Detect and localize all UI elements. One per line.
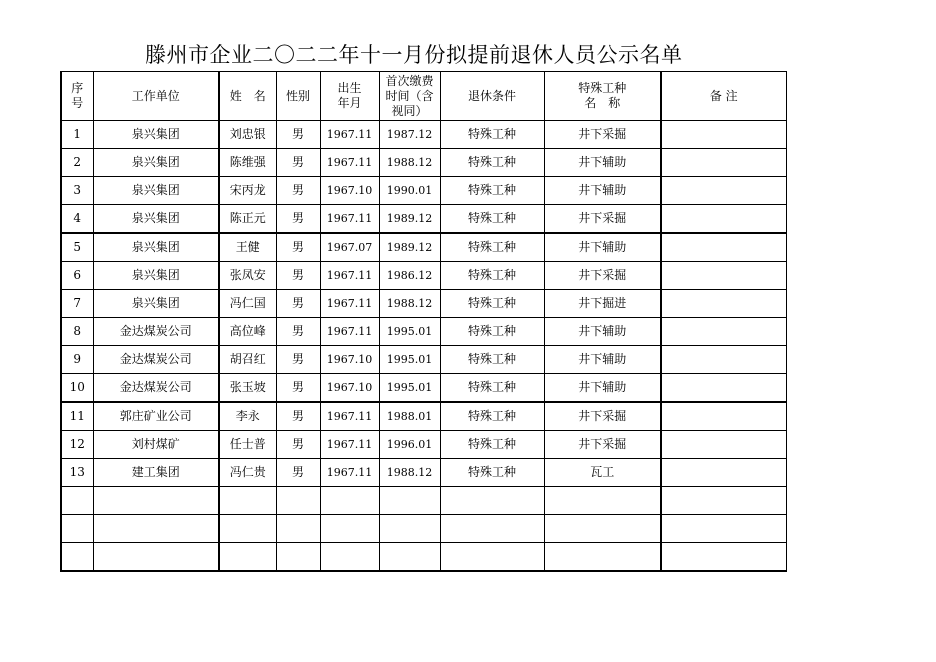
cell-job-type: 井下掘进 [544, 290, 661, 318]
cell-condition: 特殊工种 [440, 149, 544, 177]
cell-job-type: 瓦工 [544, 459, 661, 487]
cell-condition: 特殊工种 [440, 121, 544, 149]
cell-gender: 男 [276, 318, 320, 346]
cell-note [661, 402, 786, 431]
cell-job-type: 井下辅助 [544, 374, 661, 403]
cell-seq [61, 515, 93, 543]
cell-job-type [544, 487, 661, 515]
cell-first-pay: 1996.01 [379, 431, 440, 459]
header-unit: 工作单位 [93, 72, 219, 121]
cell-gender: 男 [276, 233, 320, 262]
cell-note [661, 459, 786, 487]
cell-job-type: 井下辅助 [544, 177, 661, 205]
cell-gender: 男 [276, 149, 320, 177]
cell-first-pay: 1988.12 [379, 290, 440, 318]
cell-gender [276, 543, 320, 572]
cell-unit: 泉兴集团 [93, 149, 219, 177]
cell-job-type: 井下采掘 [544, 205, 661, 234]
cell-birth: 1967.11 [320, 402, 379, 431]
cell-seq: 1 [61, 121, 93, 149]
cell-job-type [544, 543, 661, 572]
cell-birth [320, 543, 379, 572]
cell-note [661, 262, 786, 290]
cell-condition: 特殊工种 [440, 402, 544, 431]
page-title: 滕州市企业二〇二二年十一月份拟提前退休人员公示名单 [145, 43, 683, 67]
cell-seq: 8 [61, 318, 93, 346]
cell-gender [276, 487, 320, 515]
cell-birth: 1967.11 [320, 149, 379, 177]
cell-unit: 郭庄矿业公司 [93, 402, 219, 431]
cell-note [661, 318, 786, 346]
cell-gender: 男 [276, 346, 320, 374]
cell-first-pay: 1989.12 [379, 233, 440, 262]
cell-seq: 6 [61, 262, 93, 290]
cell-name: 张玉坡 [219, 374, 276, 403]
cell-name [219, 487, 276, 515]
cell-condition [440, 487, 544, 515]
cell-birth: 1967.11 [320, 290, 379, 318]
cell-condition: 特殊工种 [440, 290, 544, 318]
cell-birth: 1967.11 [320, 205, 379, 234]
cell-note [661, 177, 786, 205]
cell-note [661, 121, 786, 149]
cell-name [219, 515, 276, 543]
cell-seq: 4 [61, 205, 93, 234]
cell-unit [93, 515, 219, 543]
cell-name: 李永 [219, 402, 276, 431]
header-note: 备 注 [661, 72, 786, 121]
cell-seq: 5 [61, 233, 93, 262]
cell-name: 刘忠银 [219, 121, 276, 149]
cell-first-pay: 1989.12 [379, 205, 440, 234]
cell-condition: 特殊工种 [440, 431, 544, 459]
cell-condition [440, 515, 544, 543]
table-row [61, 262, 786, 290]
cell-unit: 金达煤炭公司 [93, 374, 219, 403]
cell-note [661, 149, 786, 177]
cell-birth: 1967.11 [320, 431, 379, 459]
cell-gender: 男 [276, 374, 320, 403]
cell-first-pay [379, 543, 440, 572]
cell-unit [93, 487, 219, 515]
cell-seq: 12 [61, 431, 93, 459]
cell-unit [93, 543, 219, 572]
table-row [61, 459, 786, 487]
cell-unit: 金达煤炭公司 [93, 318, 219, 346]
cell-name: 陈正元 [219, 205, 276, 234]
cell-birth [320, 487, 379, 515]
header-row [61, 72, 786, 121]
cell-seq: 2 [61, 149, 93, 177]
cell-unit: 刘村煤矿 [93, 431, 219, 459]
table-row [61, 346, 786, 374]
cell-first-pay [379, 487, 440, 515]
cell-gender: 男 [276, 290, 320, 318]
cell-first-pay: 1988.12 [379, 149, 440, 177]
cell-first-pay [379, 515, 440, 543]
cell-condition: 特殊工种 [440, 374, 544, 403]
cell-birth: 1967.10 [320, 177, 379, 205]
cell-seq: 3 [61, 177, 93, 205]
cell-condition: 特殊工种 [440, 177, 544, 205]
cell-condition: 特殊工种 [440, 318, 544, 346]
cell-unit: 建工集团 [93, 459, 219, 487]
cell-job-type: 井下辅助 [544, 346, 661, 374]
cell-name: 冯仁贵 [219, 459, 276, 487]
table-row [61, 233, 786, 262]
table-row [61, 402, 786, 431]
cell-name: 张凤安 [219, 262, 276, 290]
cell-birth: 1967.11 [320, 262, 379, 290]
header-first-pay: 首次缴费时间（含视同） [379, 72, 440, 121]
cell-gender: 男 [276, 262, 320, 290]
header-job-type: 特殊工种名 称 [544, 72, 661, 121]
cell-note [661, 487, 786, 515]
cell-first-pay: 1986.12 [379, 262, 440, 290]
table-row [61, 177, 786, 205]
cell-condition: 特殊工种 [440, 205, 544, 234]
cell-gender: 男 [276, 177, 320, 205]
cell-unit: 泉兴集团 [93, 205, 219, 234]
table-row [61, 487, 786, 515]
cell-seq: 9 [61, 346, 93, 374]
cell-seq [61, 543, 93, 572]
cell-name: 胡召红 [219, 346, 276, 374]
cell-seq: 13 [61, 459, 93, 487]
cell-job-type: 井下采掘 [544, 262, 661, 290]
cell-job-type: 井下辅助 [544, 318, 661, 346]
cell-job-type: 井下采掘 [544, 431, 661, 459]
table-row [61, 290, 786, 318]
cell-note [661, 290, 786, 318]
cell-name: 宋丙龙 [219, 177, 276, 205]
cell-note [661, 346, 786, 374]
table-row [61, 121, 786, 149]
cell-unit: 金达煤炭公司 [93, 346, 219, 374]
cell-first-pay: 1990.01 [379, 177, 440, 205]
cell-first-pay: 1995.01 [379, 318, 440, 346]
cell-first-pay: 1988.01 [379, 402, 440, 431]
cell-note [661, 543, 786, 572]
cell-gender [276, 515, 320, 543]
header-birth: 出生年月 [320, 72, 379, 121]
header-gender: 性别 [276, 72, 320, 121]
cell-name: 冯仁国 [219, 290, 276, 318]
cell-gender: 男 [276, 431, 320, 459]
cell-birth: 1967.11 [320, 121, 379, 149]
cell-seq [61, 487, 93, 515]
cell-job-type: 井下辅助 [544, 233, 661, 262]
cell-condition: 特殊工种 [440, 262, 544, 290]
table-row [61, 543, 786, 572]
cell-note [661, 374, 786, 403]
cell-birth [320, 515, 379, 543]
cell-first-pay: 1995.01 [379, 374, 440, 403]
cell-unit: 泉兴集团 [93, 177, 219, 205]
cell-seq: 10 [61, 374, 93, 403]
header-seq: 序号 [61, 72, 93, 121]
cell-gender: 男 [276, 459, 320, 487]
cell-first-pay: 1988.12 [379, 459, 440, 487]
cell-job-type: 井下采掘 [544, 121, 661, 149]
cell-seq: 7 [61, 290, 93, 318]
cell-birth: 1967.07 [320, 233, 379, 262]
cell-gender: 男 [276, 121, 320, 149]
cell-name: 高位峰 [219, 318, 276, 346]
cell-name: 王健 [219, 233, 276, 262]
cell-condition: 特殊工种 [440, 459, 544, 487]
cell-gender: 男 [276, 205, 320, 234]
cell-job-type [544, 515, 661, 543]
table-row [61, 149, 786, 177]
cell-unit: 泉兴集团 [93, 233, 219, 262]
cell-name: 任士普 [219, 431, 276, 459]
cell-first-pay: 1995.01 [379, 346, 440, 374]
cell-name [219, 543, 276, 572]
table-row [61, 205, 786, 234]
cell-gender: 男 [276, 402, 320, 431]
table-row [61, 431, 786, 459]
cell-birth: 1967.10 [320, 346, 379, 374]
cell-condition: 特殊工种 [440, 346, 544, 374]
header-condition: 退休条件 [440, 72, 544, 121]
table-row [61, 374, 786, 403]
table-row [61, 318, 786, 346]
cell-condition [440, 543, 544, 572]
cell-name: 陈维强 [219, 149, 276, 177]
cell-condition: 特殊工种 [440, 233, 544, 262]
cell-job-type: 井下采掘 [544, 402, 661, 431]
cell-birth: 1967.11 [320, 318, 379, 346]
cell-unit: 泉兴集团 [93, 262, 219, 290]
table-row [61, 515, 786, 543]
cell-first-pay: 1987.12 [379, 121, 440, 149]
cell-seq: 11 [61, 402, 93, 431]
cell-birth: 1967.10 [320, 374, 379, 403]
cell-note [661, 431, 786, 459]
cell-note [661, 233, 786, 262]
cell-job-type: 井下辅助 [544, 149, 661, 177]
cell-unit: 泉兴集团 [93, 121, 219, 149]
retirement-table [60, 71, 787, 572]
cell-note [661, 205, 786, 234]
header-name: 姓 名 [219, 72, 276, 121]
cell-unit: 泉兴集团 [93, 290, 219, 318]
cell-note [661, 515, 786, 543]
cell-birth: 1967.11 [320, 459, 379, 487]
